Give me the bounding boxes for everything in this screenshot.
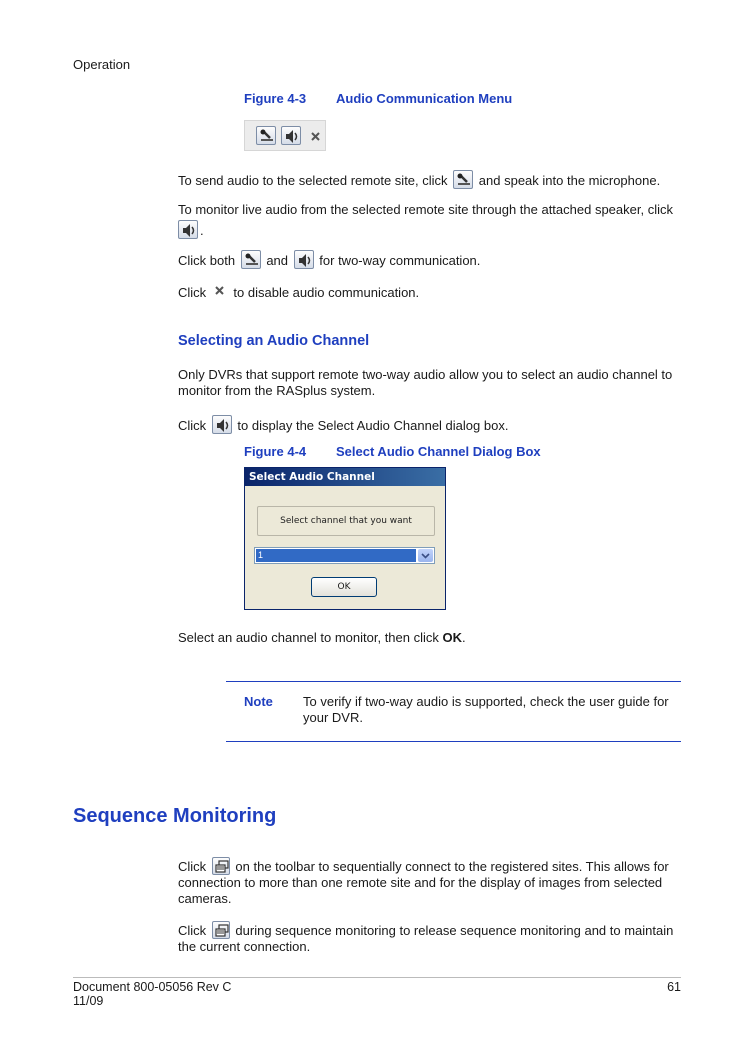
figure-title: Audio Communication Menu — [336, 91, 513, 106]
paragraph-two-way — [178, 250, 683, 269]
section-heading-sequence: Sequence Monitoring — [73, 805, 277, 827]
page-number: 61 — [667, 980, 681, 994]
text: To monitor live audio from the selected remote site through the attached speaker, click — [178, 202, 673, 217]
dialog-title: Select Audio Channel — [245, 468, 445, 486]
paragraph-sequence-connect — [178, 857, 683, 907]
footer-rule — [73, 977, 681, 978]
text: to display the Select Audio Channel dialog box. — [237, 418, 509, 433]
microphone-icon[interactable] — [256, 126, 276, 145]
note-text: To verify if two-way audio is supported, check the user guide for your DVR. — [303, 694, 669, 725]
sequence-monitor-icon — [212, 921, 230, 939]
bold-ok: OK — [442, 630, 463, 645]
text: . — [462, 630, 466, 645]
figure-title: Select Audio Channel Dialog Box — [336, 444, 541, 459]
speaker-icon — [212, 415, 232, 434]
note-label: Note — [244, 694, 273, 709]
text: To send audio to the selected remote site, click — [178, 173, 448, 188]
close-icon[interactable] — [308, 128, 324, 147]
figure-4-4-caption — [244, 444, 541, 459]
channel-select[interactable] — [254, 547, 435, 564]
text: Click — [178, 418, 207, 433]
paragraph-sequence-release — [178, 921, 683, 955]
microphone-icon — [453, 170, 473, 189]
text: . — [200, 223, 204, 238]
microphone-icon — [241, 250, 261, 269]
running-header: Operation — [73, 57, 131, 72]
paragraph-select-channel — [178, 630, 683, 646]
paragraph-display-dialog — [178, 415, 683, 434]
text: Click — [178, 859, 207, 874]
paragraph-disable-audio — [178, 282, 683, 301]
paragraph-send-audio — [178, 170, 683, 189]
text: Click — [178, 923, 207, 938]
figure-4-3-caption — [244, 91, 512, 106]
text: during sequence monitoring to release sequence monitoring and to maintain the current connection. — [178, 923, 674, 954]
figure-number: Figure 4-4 — [244, 444, 307, 459]
section-heading-audio-channel: Selecting an Audio Channel — [178, 333, 370, 349]
speaker-icon[interactable] — [281, 126, 301, 145]
text: Select an audio channel to monitor, then click — [178, 630, 439, 645]
chevron-down-icon[interactable] — [418, 549, 433, 562]
text: on the toolbar to sequentially connect to the registered sites. This allows for connection to more than one remote site and for the display of images from selected cameras. — [178, 859, 669, 906]
speaker-icon — [294, 250, 314, 269]
channel-selected-value: 1 — [256, 549, 416, 562]
note-bottom-rule — [226, 741, 681, 742]
dialog-prompt: Select channel that you want — [257, 506, 435, 536]
text: Click both — [178, 253, 236, 268]
sequence-monitor-icon — [212, 857, 230, 875]
text: to disable audio communication. — [233, 285, 420, 300]
paragraph-monitor-audio — [178, 202, 683, 239]
footer-doc-number: Document 800-05056 Rev C — [73, 980, 232, 994]
text: and — [266, 253, 289, 268]
speaker-icon — [178, 220, 198, 239]
text: for two-way communication. — [319, 253, 481, 268]
close-icon — [212, 282, 228, 301]
text: Click — [178, 285, 207, 300]
footer-date: 11/09 — [73, 994, 104, 1008]
text: and speak into the microphone. — [478, 173, 661, 188]
note-top-rule — [226, 681, 681, 682]
audio-communication-menu — [244, 120, 326, 151]
figure-number: Figure 4-3 — [244, 91, 307, 106]
footer-document-info — [73, 980, 231, 1008]
ok-button[interactable]: OK — [311, 577, 377, 597]
select-audio-channel-dialog — [244, 467, 446, 610]
paragraph-audio-channel: Only DVRs that support remote two-way audio allow you to select an audio channel to monitor from the RASplus system. — [178, 367, 673, 398]
